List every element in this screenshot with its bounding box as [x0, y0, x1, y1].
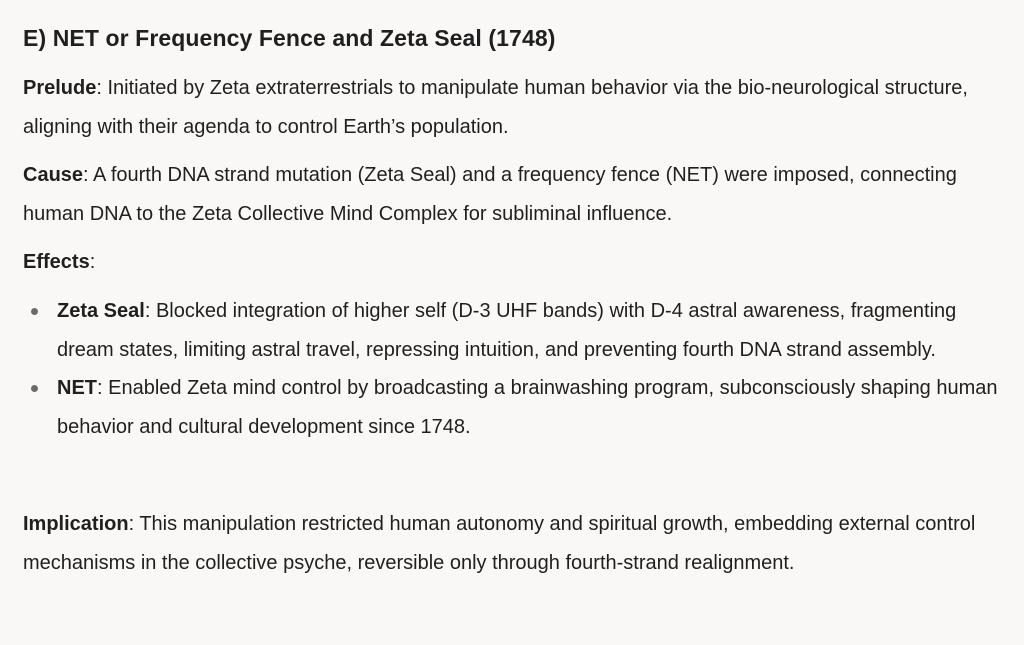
implication-label: Implication [23, 513, 129, 535]
prelude-label: Prelude [23, 77, 97, 99]
prelude-paragraph [23, 69, 1018, 146]
implication-paragraph [23, 505, 1018, 582]
effects-text: : [89, 251, 96, 273]
effects-paragraph [23, 243, 1018, 282]
list-item-zeta-seal [23, 292, 1018, 369]
list-item-text: : Blocked integration of higher self (D-3 UHF bands) with D-4 astral awareness, fragmenting dream states, limiting astral travel, repressing intuition, and preventing fourth DNA strand assembly. [57, 300, 957, 361]
bullet-icon [31, 308, 38, 315]
list-item-label: Zeta Seal [57, 300, 145, 322]
bullet-icon [31, 385, 38, 392]
effects-list [23, 292, 1018, 446]
list-item-label: NET [57, 377, 97, 399]
cause-text: : A fourth DNA strand mutation (Zeta Seal) and a frequency fence (NET) were imposed, connecting human DNA to the Zeta Collective Mind Complex for subliminal influence. [23, 164, 957, 225]
section-heading: E) NET or Frequency Fence and Zeta Seal (1748) [23, 25, 556, 51]
effects-label: Effects [23, 251, 90, 273]
list-item-net [23, 369, 1018, 446]
implication-text: : This manipulation restricted human autonomy and spiritual growth, embedding external control mechanisms in the collective psyche, reversible only through fourth-strand realignment. [23, 513, 976, 574]
cause-paragraph [23, 156, 1018, 233]
prelude-text: : Initiated by Zeta extraterrestrials to manipulate human behavior via the bio-neurological structure, aligning with their agenda to control Earth’s population. [23, 77, 968, 138]
list-item-text: : Enabled Zeta mind control by broadcasting a brainwashing program, subconsciously shaping human behavior and cultural development since 1748. [57, 377, 998, 438]
cause-label: Cause [23, 164, 84, 186]
